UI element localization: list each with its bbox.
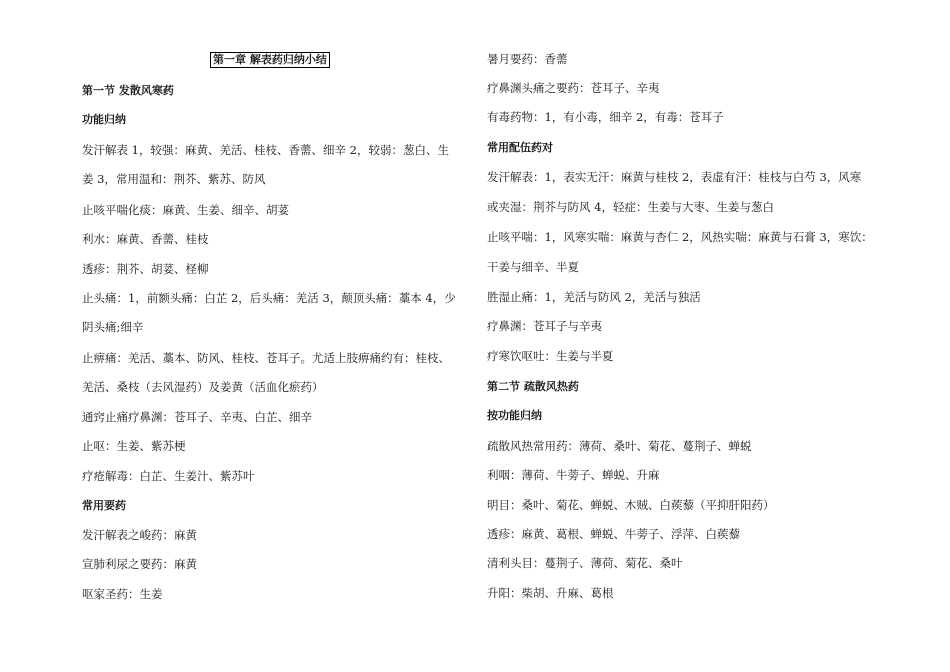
text-line: 疗寒饮呕吐：生姜与半夏 [487, 349, 614, 363]
function-heading: 功能归纳 [82, 113, 126, 126]
pair-heading: 常用配伍药对 [487, 141, 553, 154]
text-line: 明目：桑叶、菊花、蝉蜕、木贼、白蒺藜（平抑肝阳药） [487, 498, 775, 512]
text-line: 升阳：柴胡、升麻、葛根 [487, 586, 614, 600]
text-line: 疗鼻渊：苍耳子与辛夷 [487, 319, 602, 333]
text-line: 胜湿止痛：1，羌活与防风 2，羌活与独活 [487, 290, 701, 304]
text-line: 或夹湿：荆芥与防风 4，轻症：生姜与大枣、生姜与葱白 [487, 200, 774, 214]
function2-heading: 按功能归纳 [487, 409, 542, 422]
text-line: 发汗解表 1，较强：麻黄、羌活、桂枝、香薷、细辛 2，较弱：葱白、生 [82, 143, 449, 157]
section2-title: 第二节 疏散风热药 [487, 380, 579, 393]
text-line: 疏散风热常用药：薄荷、桑叶、菊花、蔓荆子、蝉蜕 [487, 439, 752, 453]
section-title: 第一节 发散风寒药 [82, 84, 174, 97]
text-line: 发汗解表：1，表实无汗：麻黄与桂枝 2，表虚有汗：桂枝与白芍 3，风寒 [487, 170, 862, 184]
text-line: 止呕：生姜、紫苏梗 [82, 439, 186, 453]
text-line: 止头痛：1，前额头痛：白芷 2，后头痛：羌活 3，颠顶头痛：藁本 4，少 [82, 291, 456, 305]
text-line: 利咽：薄荷、牛蒡子、蝉蜕、升麻 [487, 468, 660, 482]
text-line: 通窍止痛疗鼻渊：苍耳子、辛夷、白芷、细辛 [82, 410, 312, 424]
text-line: 姜 3，常用温和：荆芥、紫苏、防风 [82, 172, 266, 186]
text-line: 羌活、桑枝（去风湿药）及姜黄（活血化瘀药） [82, 380, 324, 394]
text-line: 疗疮解毒：白芷、生姜汁、紫苏叶 [82, 469, 255, 483]
text-line: 发汗解表之峻药：麻黄 [82, 528, 197, 542]
common-heading: 常用要药 [82, 499, 126, 512]
text-line: 暑月要药：香薷 [487, 52, 568, 66]
text-line: 呕家圣药：生姜 [82, 587, 163, 601]
text-line: 利水：麻黄、香薷、桂枝 [82, 232, 209, 246]
text-line: 清利头目：蔓荆子、薄荷、菊花、桑叶 [487, 556, 683, 570]
text-line: 止咳平喘化痰：麻黄、生姜、细辛、胡荽 [82, 203, 289, 217]
text-line: 有毒药物：1，有小毒，细辛 2，有毒：苍耳子 [487, 110, 724, 124]
text-line: 止咳平喘：1，风寒实喘：麻黄与杏仁 2，风热实喘：麻黄与石膏 3，寒饮： [487, 230, 873, 244]
text-line: 止痹痛：羌活、藁本、防风、桂枝、苍耳子。尤适上肢痹痛约有：桂枝、 [82, 351, 450, 365]
text-line: 阴头痛;细辛 [82, 320, 144, 334]
text-line: 干姜与细辛、半夏 [487, 260, 579, 274]
text-line: 透疹：麻黄、葛根、蝉蜕、牛蒡子、浮萍、白蒺藜 [487, 527, 740, 541]
text-line: 疗鼻渊头痛之要药：苍耳子、辛夷 [487, 81, 660, 95]
text-line: 透疹：荆芥、胡荽、柽柳 [82, 262, 209, 276]
chapter-title: 第一章 解表药归纳小结 [210, 52, 330, 68]
text-line: 宣肺利尿之要药：麻黄 [82, 557, 197, 571]
